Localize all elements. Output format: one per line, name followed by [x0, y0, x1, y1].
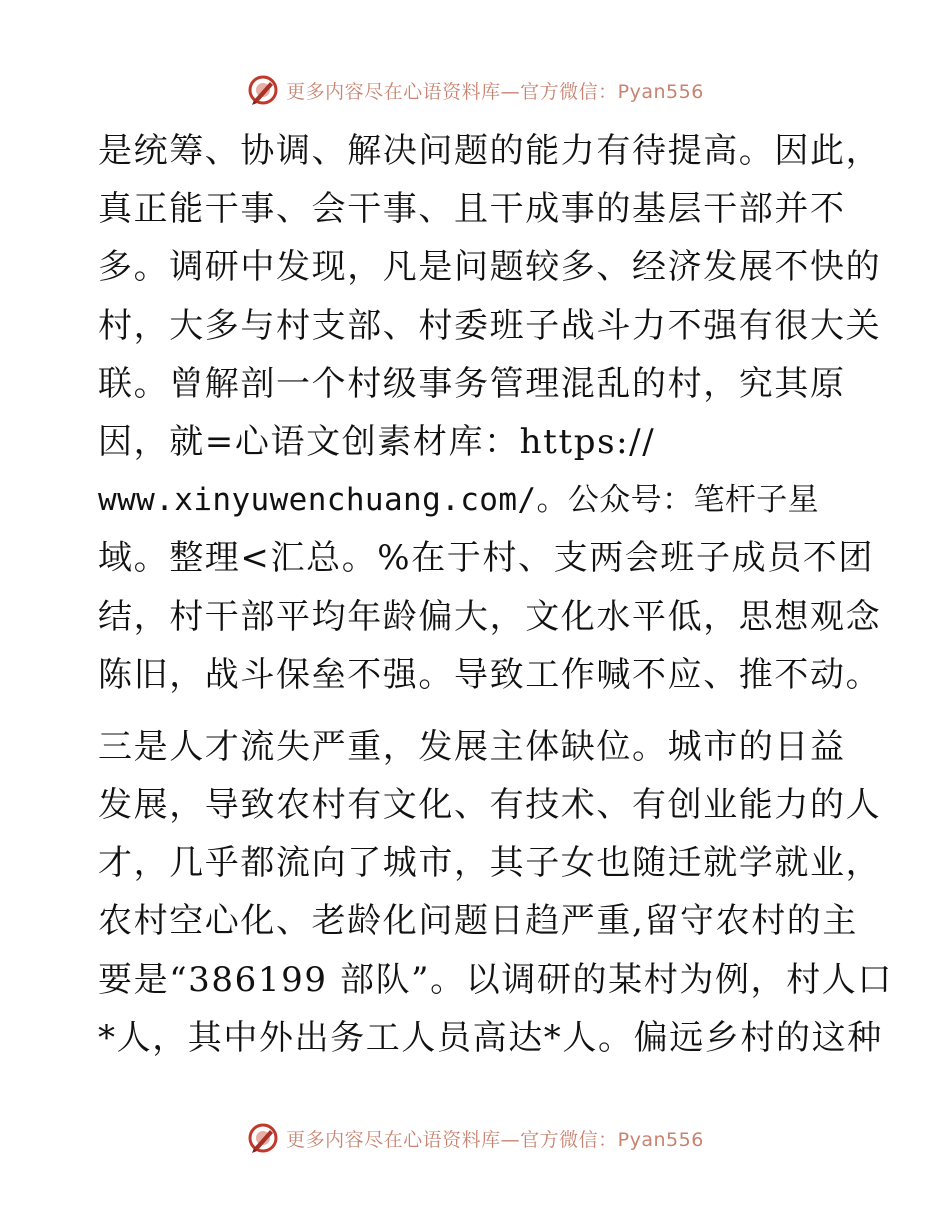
paragraph-1 [98, 122, 882, 704]
text-line: 域。整理<汇总。%在于村、支两会班子成员不团 [98, 538, 874, 579]
text-line: 村，大多与村支部、村委班子战斗力不强有很大关 [98, 305, 882, 346]
pen-logo-icon [246, 73, 280, 107]
header-banner-text: 更多内容尽在心语资料库—官方微信：Pyan556 [286, 80, 704, 103]
text-line: 是统筹、协调、解决问题的能力有待提高。因此， [98, 131, 882, 171]
text-line: *人，其中外出务工人员高达*人。偏远乡村的这种 [98, 1017, 883, 1058]
document-body [98, 122, 893, 1067]
text-line: 农村空心化、老龄化问题日趋严重,留守农村的主 [98, 901, 859, 942]
pen-logo-icon [246, 1121, 280, 1155]
text-line: 多。调研中发现，凡是问题较多、经济发展不快的 [98, 247, 882, 288]
footer-banner [0, 1118, 950, 1158]
text-line: 三是人才流失严重，发展主体缺位。城市的日益 [98, 726, 846, 767]
text-line: 结，村干部平均年龄偏大，文化水平低，思想观念 [98, 596, 882, 637]
footer-banner-text: 更多内容尽在心语资料库—官方微信：Pyan556 [286, 1128, 704, 1151]
text-line: 因，就=心语文创素材库：https:// [98, 421, 656, 462]
text-line: 陈旧，战斗保垒不强。导致工作喊不应、推不动。 [98, 654, 882, 695]
text-line-url: www.xinyuwenchuang.com/。公众号：笔杆子星 [98, 482, 820, 519]
text-line: 联。曾解剖一个村级事务管理混乱的村，究其原 [98, 363, 846, 404]
text-line: 要是“386199 部队”。以调研的某村为例，村人口 [98, 959, 893, 1000]
paragraph-gap [98, 704, 858, 718]
paragraph-2 [98, 718, 893, 1067]
text-line: 发展，导致农村有文化、有技术、有创业能力的人 [98, 785, 882, 826]
text-line: 真正能干事、会干事、且干成事的基层干部并不 [98, 189, 846, 230]
text-line: 才，几乎都流向了城市，其子女也随迁就学就业， [98, 843, 882, 884]
header-banner [0, 70, 950, 110]
